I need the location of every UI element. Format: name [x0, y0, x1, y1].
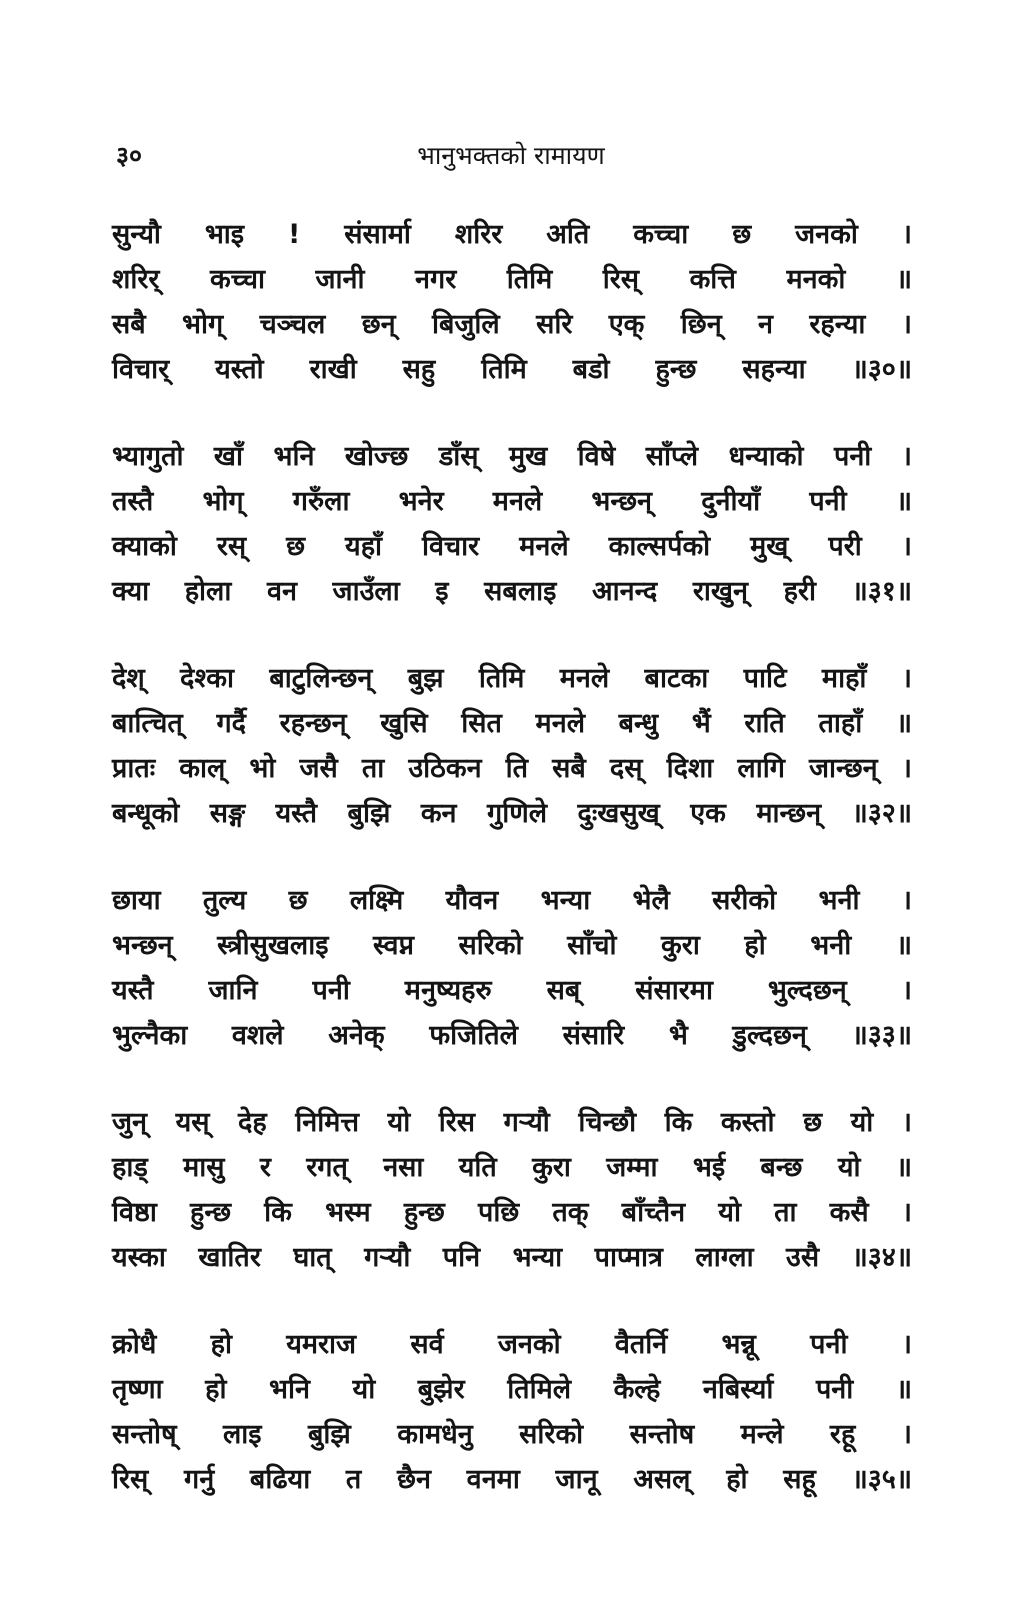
page-header — [116, 138, 906, 178]
running-title: भानुभक्तको रामायण — [417, 141, 605, 170]
verse-line: सुन्यौ भाइ ! संसार्मा शरिर अति कच्चा छ जनको । — [112, 219, 912, 250]
stanza-31 — [112, 434, 912, 614]
verse-line: क्याको रस् छ यहाँ विचार मनले काल्सर्पको मुख् परी । — [112, 531, 912, 562]
stanza-32 — [112, 656, 912, 836]
verse-line: भन्छन् स्त्रीसुखलाइ स्वप्न सरिको साँचो कुरा हो भनी ॥ — [112, 930, 912, 961]
verse-body — [112, 212, 912, 1544]
verse-line: बन्धूको सङ्ग यस्तै बुझि कन गुणिले दुःखसुख् एक मान्छन् ॥३२॥ — [112, 798, 912, 829]
verse-line: क्या होला वन जाउँला इ सबलाइ आनन्द राखुन् हरी ॥३१॥ — [112, 576, 912, 607]
verse-line: सबै भोग् चञ्चल छन् बिजुलि सरि एक् छिन् न रहन्या । — [112, 309, 912, 340]
verse-line: यस्का खातिर घात् गऱ्यौ पनि भन्या पाप्मात्र लाग्ला उसै ॥३४॥ — [112, 1242, 912, 1273]
stanza-33 — [112, 878, 912, 1058]
stanza-30 — [112, 212, 912, 392]
verse-line: भुल्नैका वशले अनेक् फजितिले संसारि भै डुल्दछन् ॥३३॥ — [112, 1020, 912, 1051]
verse-line: देश् देश्का बाटुलिन्छन् बुझ तिमि मनले बाटका पाटि माहाँ । — [112, 663, 912, 694]
verse-line: बात्चित् गर्दै रहन्छन् खुसि सित मनले बन्धु भैं राति ताहाँ ॥ — [112, 708, 912, 739]
verse-line: क्रोधै हो यमराज सर्व जनको वैतर्नि भन्नू पनी । — [112, 1329, 912, 1360]
verse-line: रिस् गर्नु बढिया त छैन वनमा जानू असल् हो सहू ॥३५॥ — [112, 1464, 912, 1495]
verse-line: हाड् मासु र रगत् नसा यति कुरा जम्मा भई बन्छ यो ॥ — [112, 1152, 912, 1183]
verse-line: तस्तै भोग् गरुँला भनेर मनले भन्छन् दुनीयाँ पनी ॥ — [112, 486, 912, 517]
page-number: ३० — [116, 141, 143, 170]
verse-line: विचार् यस्तो राखी सहु तिमि बडो हुन्छ सहन्या ॥३०॥ — [112, 354, 912, 385]
stanza-34 — [112, 1100, 912, 1280]
stanza-35 — [112, 1322, 912, 1502]
verse-line: जुन् यस् देह निमित्त यो रिस गऱ्यौ चिन्छौ कि कस्तो छ यो । — [112, 1107, 912, 1138]
verse-line: तृष्णा हो भनि यो बुझेर तिमिले कैल्हे नबिर्स्या पनी ॥ — [112, 1374, 912, 1405]
verse-line: शरिर् कच्चा जानी नगर तिमि रिस् कत्ति मनको ॥ — [112, 264, 912, 295]
verse-line: विष्ठा हुन्छ कि भस्म हुन्छ पछि तक् बाँच्तैन यो ता कसै । — [112, 1197, 912, 1228]
verse-line: यस्तै जानि पनी मनुष्यहरु सब् संसारमा भुल्दछन् । — [112, 975, 912, 1006]
verse-line: प्रातः काल् भो जसै ता उठिकन ति सबै दस् दिशा लागि जान्छन् । — [112, 753, 912, 784]
verse-line: सन्तोष् लाइ बुझि कामधेनु सरिको सन्तोष मन्ले रहू । — [112, 1419, 912, 1450]
verse-line: छाया तुल्य छ लक्ष्मि यौवन भन्या भेलै सरीको भनी । — [112, 885, 912, 916]
verse-line: भ्यागुतो खाँ भनि खोज्छ डाँस् मुख विषे साँप्ले धन्याको पनी । — [112, 441, 912, 472]
